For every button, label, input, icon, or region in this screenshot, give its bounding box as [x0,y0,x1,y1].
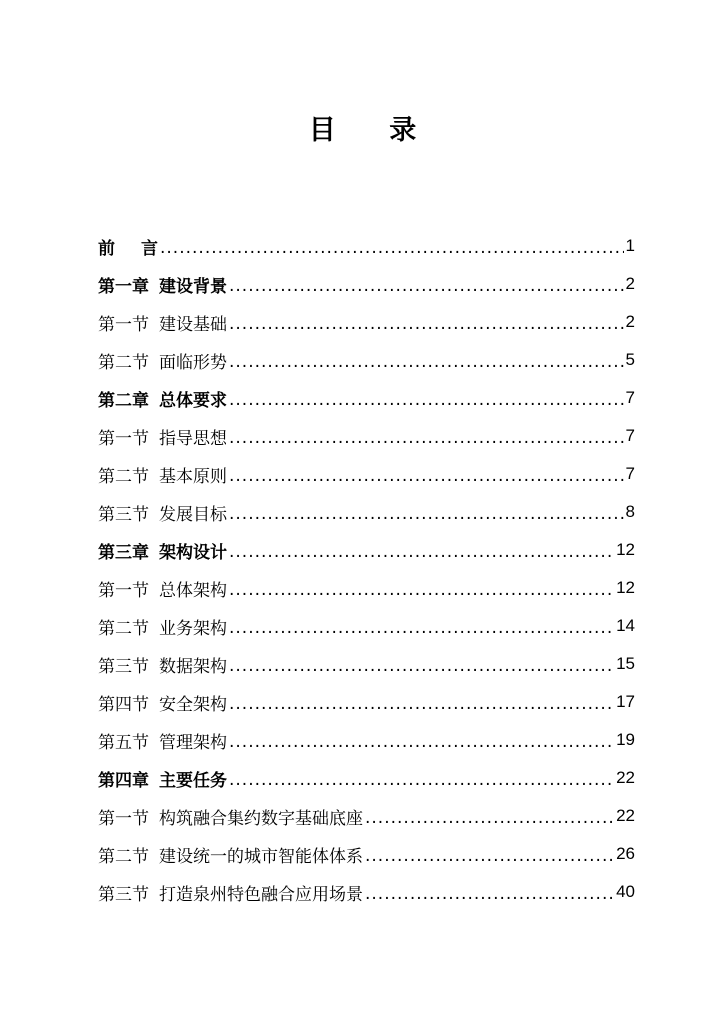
toc-entry-label: 第四章 主要任务 [98,770,227,791]
toc-page-number: 17 [616,692,635,711]
toc-entry[interactable] [98,455,635,493]
toc-entry[interactable] [98,569,635,607]
toc-entry[interactable] [98,303,635,341]
dot-leader [229,772,614,797]
dot-leader [365,810,614,835]
toc-page-number: 2 [625,312,635,331]
toc-entry[interactable] [98,607,635,645]
toc-entry-label: 第四节 安全架构 [98,694,227,715]
dot-leader [229,316,624,341]
dot-leader [229,354,624,379]
toc-entry-label: 第一节 建设基础 [98,314,227,335]
dot-leader [229,620,614,645]
toc-entry-label: 第二节 面临形势 [98,352,227,373]
toc-entry[interactable] [98,227,635,265]
toc-page-number: 22 [616,768,635,787]
toc-entry-label: 第三节 打造泉州特色融合应用场景 [98,884,363,905]
toc-entry[interactable] [98,835,635,873]
toc-entry-label: 第五节 管理架构 [98,732,227,753]
toc-entry-label: 第一节 指导思想 [98,428,227,449]
dot-leader [229,582,614,607]
toc-page-number: 7 [625,388,635,407]
toc-page-number: 26 [616,844,635,863]
toc-entry[interactable] [98,721,635,759]
toc-entry-label: 第三节 数据架构 [98,656,227,677]
toc-entry[interactable] [98,417,635,455]
toc-page-number: 5 [625,350,635,369]
toc-page-number: 12 [616,578,635,597]
dot-leader [229,430,624,455]
toc-page-number: 1 [625,236,635,255]
dot-leader [365,848,614,873]
toc-page-number: 22 [616,806,635,825]
dot-leader [229,658,614,683]
toc-entry-label: 第一章 建设背景 [98,276,227,297]
dot-leader [229,544,614,569]
toc-entry-label: 前 言 [98,238,158,259]
toc-entry[interactable] [98,797,635,835]
toc-entry[interactable] [98,873,635,911]
dot-leader [229,734,614,759]
table-of-contents [98,227,635,911]
toc-entry-label: 第二章 总体要求 [98,390,227,411]
toc-entry-label: 第一节 总体架构 [98,580,227,601]
toc-entry[interactable] [98,493,635,531]
toc-page-number: 8 [625,502,635,521]
dot-leader [229,278,624,303]
dot-leader [229,468,624,493]
toc-page-number: 14 [616,616,635,635]
toc-entry-label: 第三章 架构设计 [98,542,227,563]
toc-entry[interactable] [98,645,635,683]
dot-leader [229,506,624,531]
toc-entry[interactable] [98,759,635,797]
toc-entry[interactable] [98,341,635,379]
page-title: 目 录 [308,115,439,146]
toc-page-number: 40 [616,882,635,901]
toc-page-number: 15 [616,654,635,673]
toc-page-number: 19 [616,730,635,749]
toc-page-number: 12 [616,540,635,559]
toc-entry-label: 第二节 业务架构 [98,618,227,639]
toc-entry-label: 第三节 发展目标 [98,504,227,525]
toc-entry[interactable] [98,379,635,417]
toc-entry[interactable] [98,265,635,303]
dot-leader [229,392,624,417]
toc-entry-label: 第二节 建设统一的城市智能体体系 [98,846,363,867]
toc-page-number: 7 [625,426,635,445]
toc-page-number: 2 [625,274,635,293]
toc-entry[interactable] [98,531,635,569]
toc-entry[interactable] [98,683,635,721]
dot-leader [160,240,624,265]
toc-entry-label: 第二节 基本原则 [98,466,227,487]
toc-page-number: 7 [625,464,635,483]
toc-entry-label: 第一节 构筑融合集约数字基础底座 [98,808,363,829]
dot-leader [365,886,614,911]
dot-leader [229,696,614,721]
